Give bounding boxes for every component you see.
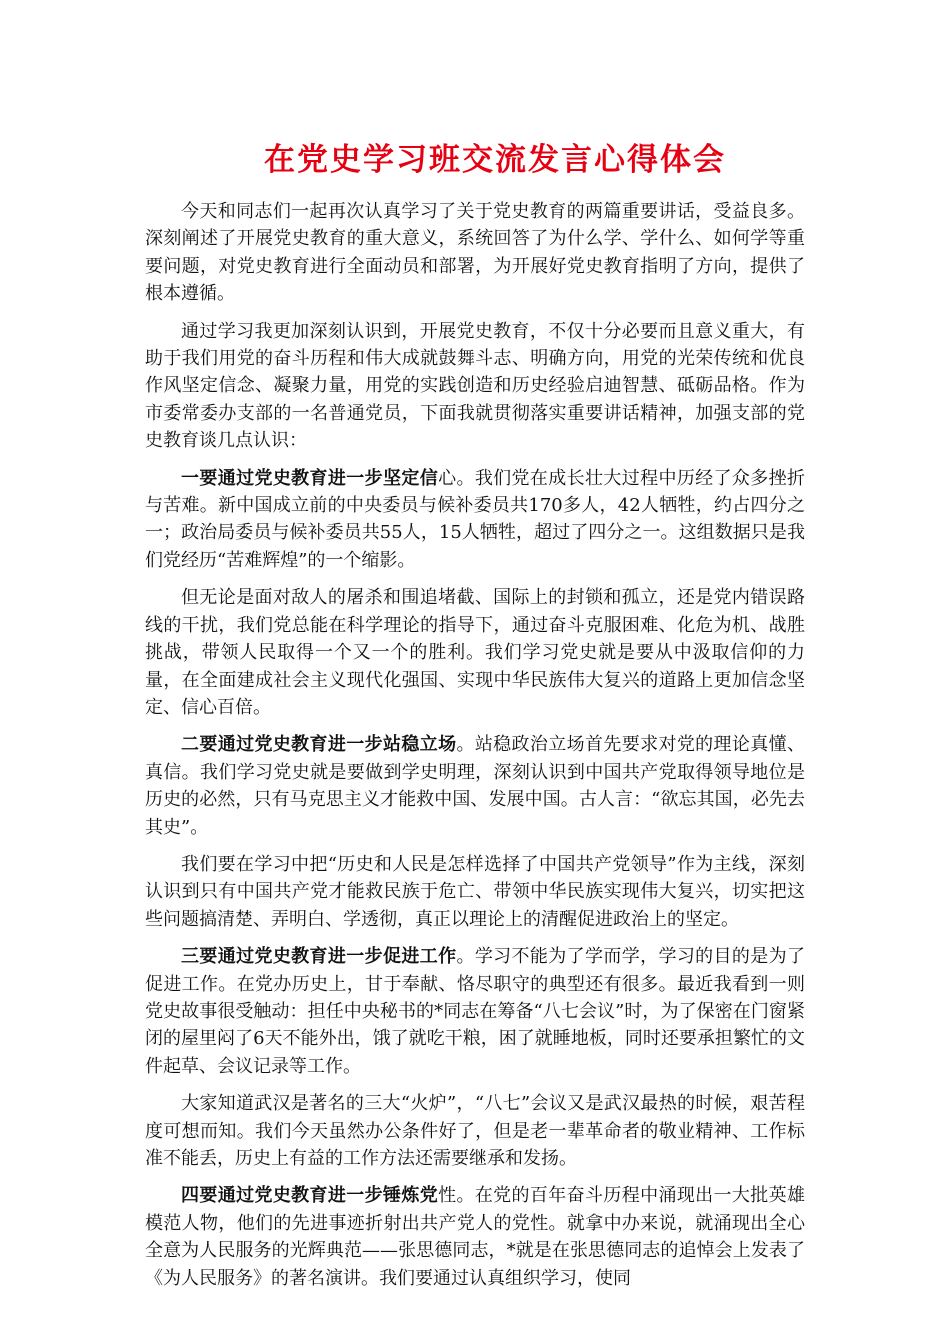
paragraph-8-text: 大家知道武汉是著名的三大“火炉”，“八七”会议又是武汉最热的时候，艰苦程度可想而知。我们今天虽然办公条件好了，但是老一辈革命者的敬业精神、工作标准不能丢，历史上有益的工作方法还需要继承和发扬。 — [145, 1093, 805, 1169]
paragraph-6-text: 我们要在学习中把“历史和人民是怎样选择了中国共产党领导”作为主线，深刻认识到只有中国共产党才能救民族于危亡、带领中华民族实现伟大复兴，切实把这些问题搞清楚、弄明白、学透彻，真正以理论上的清醒促进政治上的坚定。 — [145, 853, 805, 930]
paragraph-4-text: 但无论是面对敌人的屠杀和围追堵截、国际上的封锁和孤立，还是党内错误路线的干扰，我们党总能在科学理论的指导下，通过奋斗克服困难、化危为机、战胜挑战，带领人民取得一个又一个的胜利。我们学习党史就是要从中汲取信仰的力量，在全面建成社会主义现代化强国、实现中华民族伟大复兴的道路上更加信念坚定、信心百倍。 — [145, 587, 805, 718]
document-body — [145, 198, 805, 1292]
paragraph-8 — [145, 1090, 805, 1172]
paragraph-3-lead: 一要通过党史教育进一步坚定信 — [181, 467, 439, 489]
paragraph-3-text: 心。我们党在成长壮大过程中历经了众多挫折与苦难。新中国成立前的中央委员与候补委员共170多人，42人牺牲，约占四分之一；政治局委员与候补委员共55人，15人牺牲，超过了四分之一。这组数据只是我们党经历“苦难辉煌”的一个缩影。 — [145, 467, 806, 571]
paragraph-5 — [145, 731, 805, 841]
paragraph-7-text: 。学习不能为了学而学，学习的目的是为了促进工作。在党办历史上，甘于奉献、恪尽职守的典型还有很多。最近我看到一则党史故事很受触动：担任中央秘书的*同志在筹备“八七会议”时，为了保密在门窗紧闭的屋里闷了6天不能外出，饿了就吃干粮，困了就睡地板，同时还要承担繁忙的文件起草、会议记录等工作。 — [145, 946, 805, 1077]
paragraph-2 — [145, 318, 805, 455]
paragraph-1 — [145, 198, 805, 308]
paragraph-4 — [145, 584, 805, 721]
paragraph-7-lead: 三要通过党史教育进一步促进工作 — [181, 946, 457, 968]
document-page — [145, 138, 805, 1302]
paragraph-6 — [145, 851, 805, 933]
paragraph-9-lead: 四要通过党史教育进一步锤炼党 — [181, 1185, 439, 1207]
document-title: 在党史学习班交流发言心得体会 — [264, 142, 726, 178]
paragraph-9 — [145, 1182, 805, 1292]
paragraph-7 — [145, 943, 805, 1080]
paragraph-9-text: 性。在党的百年奋斗历程中涌现出一大批英雄模范人物，他们的先进事迹折射出共产党人的党性。就拿中办来说，就涌现出全心全意为人民服务的光辉典范——张思德同志，*就是在张思德同志的追悼会上发表了《为人民服务》的著名演讲。我们要通过认真组织学习，使同 — [145, 1185, 806, 1289]
paragraph-3 — [145, 465, 805, 575]
paragraph-2-text: 通过学习我更加深刻认识到，开展党史教育，不仅十分必要而且意义重大，有助于我们用党的奋斗历程和伟大成就鼓舞斗志、明确方向，用党的光荣传统和优良作风坚定信念、凝聚力量，用党的实践创造和历史经验启迪智慧、砥砺品格。作为市委常委办支部的一名普通党员，下面我就贯彻落实重要讲话精神，加强支部的党史教育谈几点认识： — [145, 320, 805, 452]
paragraph-5-lead: 二要通过党史教育进一步站稳立场 — [181, 734, 457, 756]
paragraph-5-text: 。站稳政治立场首先要求对党的理论真懂、真信。我们学习党史就是要做到学史明理，深刻认识到中国共产党取得领导地位是历史的必然，只有马克思主义才能救中国、发展中国。古人言：“欲忘其国，必先去其史”。 — [145, 734, 805, 838]
paragraph-1-text: 今天和同志们一起再次认真学习了关于党史教育的两篇重要讲话，受益良多。深刻阐述了开展党史教育的重大意义，系统回答了为什么学、学什么、如何学等重要问题，对党史教育进行全面动员和部署，为开展好党史教育指明了方向，提供了根本遵循。 — [145, 201, 805, 305]
